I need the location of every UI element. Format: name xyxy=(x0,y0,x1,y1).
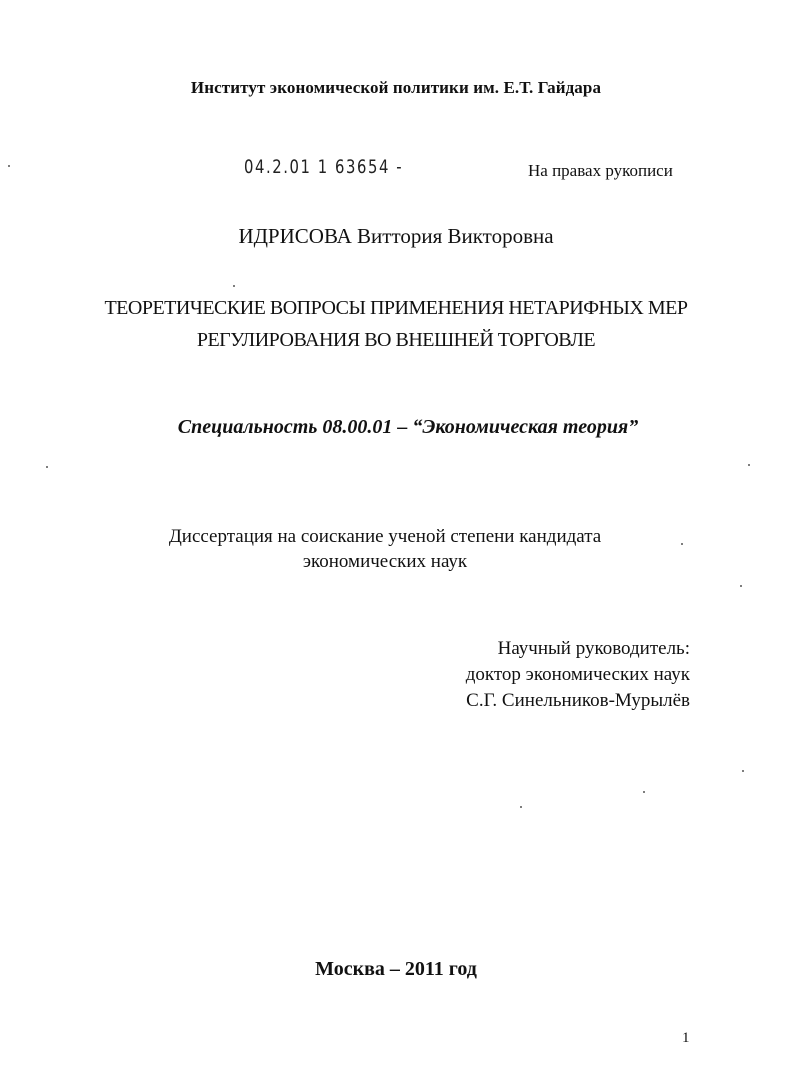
scan-speck xyxy=(233,285,235,287)
dissertation-line-2: экономических наук xyxy=(302,551,468,572)
title-line-2: РЕГУЛИРОВАНИЯ ВО ВНЕШНЕЙ ТОРГОВЛЕ xyxy=(196,329,596,351)
advisor-degree: доктор экономических наук xyxy=(465,664,690,685)
scan-speck xyxy=(46,466,48,468)
scan-speck xyxy=(8,165,10,167)
registration-stamp: 04.2.01 1 63654 - xyxy=(244,156,404,178)
page-number: 1 xyxy=(682,1030,690,1046)
author-name: ИДРИСОВА Виттория Викторовна xyxy=(238,224,554,248)
scan-speck xyxy=(520,806,522,808)
institute-name: Институт экономической политики им. Е.Т. Гайдара xyxy=(190,78,602,97)
scan-speck xyxy=(643,791,645,793)
scientific-advisor xyxy=(466,636,690,714)
dissertation-title xyxy=(0,292,792,356)
advisor-label: Научный руководитель: xyxy=(497,638,690,659)
scan-speck xyxy=(748,464,750,466)
scan-speck xyxy=(740,585,742,587)
city-year: Москва – 2011 год xyxy=(315,958,477,980)
scan-speck xyxy=(681,543,683,545)
dissertation-description xyxy=(0,524,792,574)
manuscript-rights-note: На правах рукописи xyxy=(528,161,673,180)
title-line-1: ТЕОРЕТИЧЕСКИЕ ВОПРОСЫ ПРИМЕНЕНИЯ НЕТАРИФНЫХ МЕР xyxy=(104,297,688,319)
advisor-name: С.Г. Синельников-Мурылёв xyxy=(466,690,690,711)
specialty: Специальность 08.00.01 – “Экономическая теория” xyxy=(177,416,639,438)
scan-speck xyxy=(742,770,744,772)
dissertation-line-1: Диссертация на соискание ученой степени кандидата xyxy=(168,526,602,547)
